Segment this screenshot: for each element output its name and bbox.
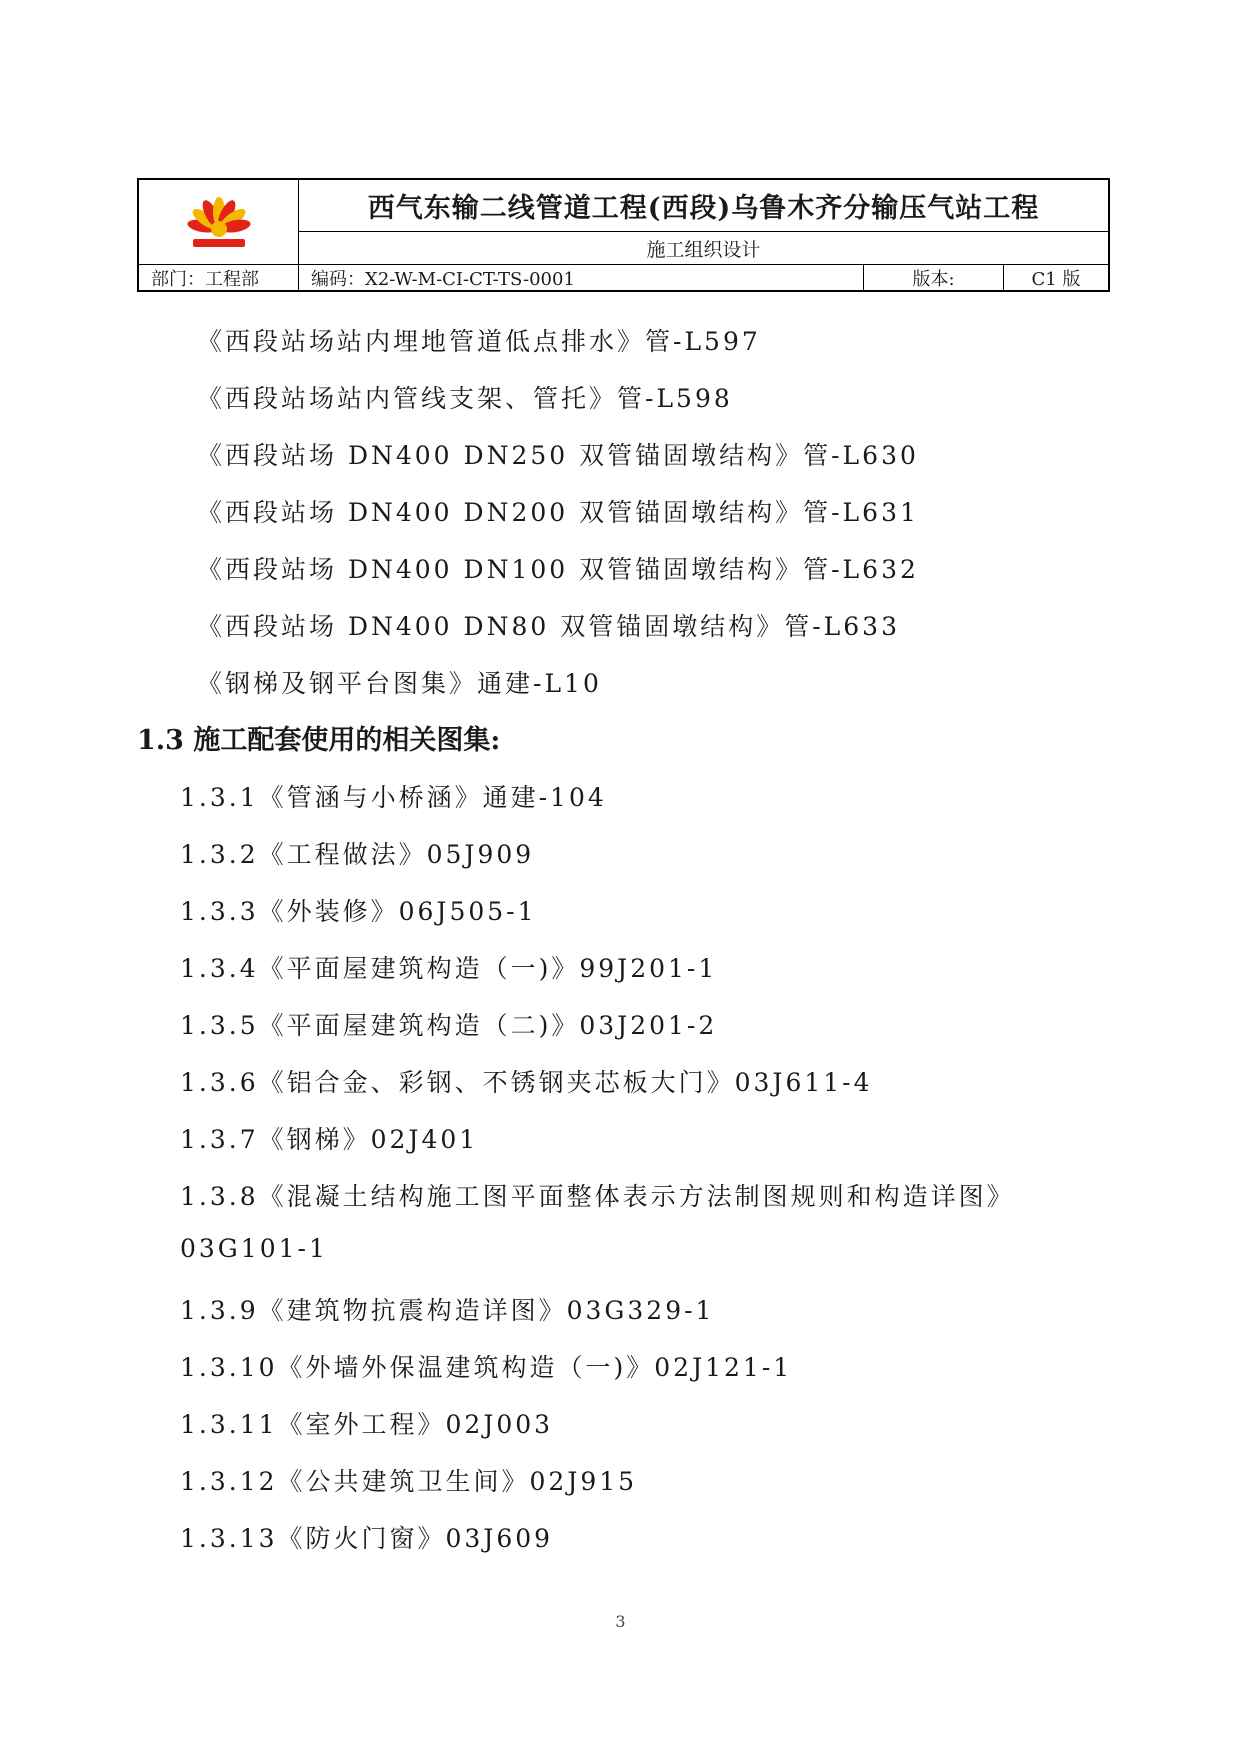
atlas-item: 1.3.3《外装修》06J505-1 [180, 897, 537, 926]
atlas-item-continuation: 03G101-1 [180, 1234, 328, 1263]
section-heading: 1.3 施工配套使用的相关图集: [137, 725, 501, 756]
standard-item: 《西段站场站内管线支架、管托》管-L598 [197, 384, 733, 413]
atlas-item: 1.3.13《防火门窗》03J609 [180, 1524, 554, 1553]
project-title: 西气东输二线管道工程(西段)乌鲁木齐分输压气站工程 [299, 180, 1108, 232]
atlas-item: 1.3.6《铝合金、彩钢、不锈钢夹芯板大门》03J611-4 [180, 1068, 873, 1097]
atlas-item: 1.3.5《平面屋建筑构造（二)》03J201-2 [180, 1011, 718, 1040]
company-logo-icon [187, 193, 251, 251]
atlas-item: 1.3.9《建筑物抗震构造详图》03G329-1 [180, 1296, 715, 1325]
atlas-item: 1.3.1《管涵与小桥涵》通建-104 [180, 783, 607, 812]
atlas-item: 1.3.11《室外工程》02J003 [180, 1410, 554, 1439]
standard-item: 《西段站场 DN400 DN250 双管锚固墩结构》管-L630 [197, 441, 919, 470]
standard-item: 《钢梯及钢平台图集》通建-L10 [197, 669, 602, 698]
department-label: 部门：工程部 [139, 264, 299, 290]
logo-base [193, 239, 245, 247]
atlas-item: 1.3.8《混凝土结构施工图平面整体表示方法制图规则和构造详图》 [180, 1182, 1015, 1211]
version-value: C1 版 [1004, 264, 1108, 290]
logo-cell [139, 180, 299, 264]
standard-item: 《西段站场站内埋地管道低点排水》管-L597 [197, 327, 761, 356]
standard-item: 《西段站场 DN400 DN200 双管锚固墩结构》管-L631 [197, 498, 919, 527]
atlas-item: 1.3.7《钢梯》02J401 [180, 1125, 479, 1154]
atlas-item: 1.3.4《平面屋建筑构造（一)》99J201-1 [180, 954, 718, 983]
document-code: 编码：X2-W-M-CI-CT-TS-0001 [299, 264, 864, 290]
doc-title: 施工组织设计 [646, 238, 761, 261]
document-header [137, 178, 1110, 292]
atlas-item: 1.3.10《外墙外保温建筑构造（一)》02J121-1 [180, 1353, 793, 1382]
atlas-item: 1.3.2《工程做法》05J909 [180, 840, 535, 869]
standard-item: 《西段站场 DN400 DN80 双管锚固墩结构》管-L633 [197, 612, 900, 641]
standard-item: 《西段站场 DN400 DN100 双管锚固墩结构》管-L632 [197, 555, 919, 584]
atlas-item: 1.3.12《公共建筑卫生间》02J915 [180, 1467, 638, 1496]
page-number: 3 [615, 1612, 626, 1631]
version-label: 版本: [864, 264, 1004, 290]
logo-center [211, 221, 227, 237]
